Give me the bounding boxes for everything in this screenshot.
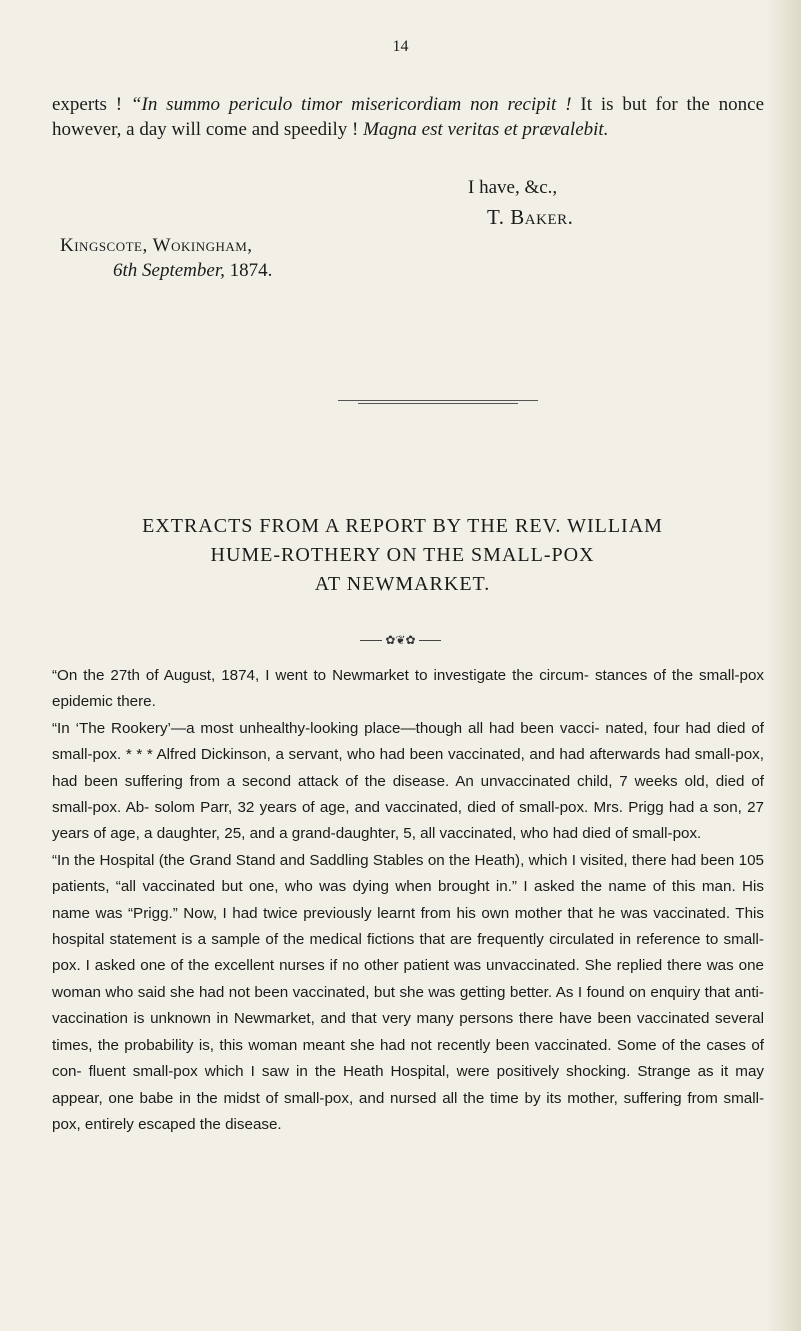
heading-line: AT NEWMARKET. bbox=[314, 573, 491, 595]
letter-signature: T. Baker. bbox=[487, 205, 574, 229]
letter-paragraph bbox=[52, 92, 764, 142]
letter-place: Kingscote, Wokingham, bbox=[60, 235, 253, 256]
section-divider bbox=[338, 400, 538, 408]
section-heading bbox=[40, 512, 765, 599]
letter-text: experts ! bbox=[52, 94, 131, 115]
letter-date bbox=[113, 258, 272, 283]
ornament-divider bbox=[0, 632, 801, 648]
letter-date-year: 1874. bbox=[229, 260, 273, 281]
page-edge-shading bbox=[767, 0, 801, 1331]
letter-date-day: 6th September, bbox=[113, 260, 225, 281]
page-number: 14 bbox=[392, 38, 409, 55]
report-paragraph: “On the 27th of August, 1874, I went to Newmarket to investigate the circum- stances of the small-pox epidemic there. bbox=[52, 667, 764, 711]
report-paragraph: “In the Hospital (the Grand Stand and Saddling Stables on the Heath), which I visited, there had been 105 patients, “all vaccinated but one, who was dying when brought in.” I asked the name of this man. His name was “Prigg.” Now, I had twice previously learnt from his own mother that he was vaccinated. This hospital statement is a sample of the medical fictions that are frequently circulated in reference to small-pox. I asked one of the excellent nurses if no other patient was unvaccinated. She replied there was one woman who said she had not been vaccinated, but she was getting better. As I found on enquiry that anti-vaccination is unknown in Newmarket, and that very many persons there have been vaccinated several times, the probability is, this woman meant she had not recently been vaccinated. Some of the cases of con- fluent small-pox which I saw in the Heath Hospital, were positively shocking. Strange as it may appear, one babe in the midst of small-pox, and nursed all the time by its mother, suffering from small-pox, entirely escaped the disease. bbox=[52, 851, 764, 1133]
latin-motto: Magna est veritas et prævalebit. bbox=[363, 119, 609, 140]
ornament-glyph: ✿❦✿ bbox=[385, 632, 416, 647]
report-extract bbox=[52, 663, 764, 1138]
report-paragraph: “In ‘The Rookery’—a most unhealthy-looking place—though all had been vacci- nated, four had died of small-pox. * * * Alfred Dickinson, a servant, who had been vaccinated, and had afterwards had small-pox, had been suffering from a second attack of the disease. An unvaccinated child, 7 weeks old, died of small-pox. Ab- solom Parr, 32 years of age, and vaccinated, died of small-pox. Mrs. Prigg had a son, 27 years of age, a daughter, 25, and a grand-daughter, 5, all vaccinated, who had died of small-pox. bbox=[52, 719, 764, 843]
letter-closing: I have, &c., bbox=[468, 177, 558, 198]
heading-line: EXTRACTS FROM A REPORT BY THE REV. WILLIAM bbox=[142, 515, 663, 537]
latin-quote: “In summo periculo timor misericordiam non recipit ! bbox=[130, 94, 572, 115]
heading-line: HUME-ROTHERY ON THE SMALL-POX bbox=[210, 544, 595, 566]
letter-text: It is but for the nonce however, a day will come and speedily ! bbox=[52, 94, 764, 140]
letter-ending bbox=[52, 92, 764, 142]
